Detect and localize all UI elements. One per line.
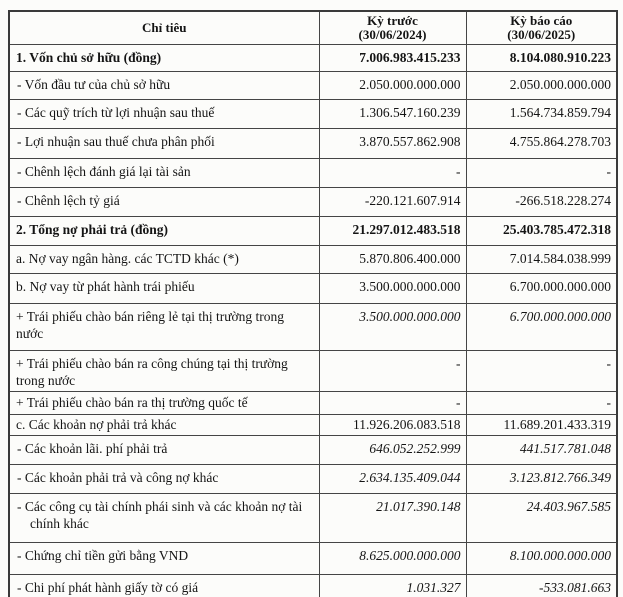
- row-current-value: 24.403.967.585: [466, 494, 617, 543]
- row-label: + Trái phiếu chào bán riêng lẻ tại thị trường trong nước: [9, 304, 319, 351]
- table-row: [9, 436, 617, 465]
- header-prev-period-date: (30/06/2024): [358, 27, 427, 42]
- row-label: b. Nợ vay từ phát hành trái phiếu: [9, 274, 319, 304]
- row-label: + Trái phiếu chào bán ra công chúng tại thị trường trong nước: [9, 351, 319, 392]
- row-prev-value: -: [319, 159, 466, 188]
- row-label: - Chênh lệch tỷ giá: [9, 188, 319, 217]
- row-current-value: 7.014.584.038.999: [466, 246, 617, 274]
- row-label: 1. Vốn chủ sở hữu (đồng): [9, 45, 319, 72]
- table-header: [9, 11, 617, 45]
- row-label: c. Các khoản nợ phải trả khác: [9, 415, 319, 436]
- header-report-period-date: (30/06/2025): [507, 27, 576, 42]
- row-current-value: -: [466, 159, 617, 188]
- table-row: [9, 45, 617, 72]
- row-current-value: 8.104.080.910.223: [466, 45, 617, 72]
- row-prev-value: 1.306.547.160.239: [319, 100, 466, 129]
- financial-table: [8, 10, 618, 597]
- row-prev-value: -: [319, 392, 466, 415]
- table-row: [9, 543, 617, 575]
- row-prev-value: 3.500.000.000.000: [319, 304, 466, 351]
- table-row: [9, 129, 617, 159]
- row-label: - Các quỹ trích từ lợi nhuận sau thuế: [9, 100, 319, 129]
- row-current-value: -: [466, 351, 617, 392]
- row-current-value: 6.700.000.000.000: [466, 274, 617, 304]
- table-row: [9, 304, 617, 351]
- row-label: - Vốn đầu tư của chủ sở hữu: [9, 72, 319, 100]
- table-row: [9, 494, 617, 543]
- table-row: [9, 274, 617, 304]
- row-current-value: 11.689.201.433.319: [466, 415, 617, 436]
- row-current-value: 441.517.781.048: [466, 436, 617, 465]
- row-prev-value: 21.017.390.148: [319, 494, 466, 543]
- row-current-value: 3.123.812.766.349: [466, 465, 617, 494]
- row-current-value: 1.564.734.859.794: [466, 100, 617, 129]
- row-prev-value: 11.926.206.083.518: [319, 415, 466, 436]
- row-current-value: -533.081.663: [466, 575, 617, 597]
- row-prev-value: -220.121.607.914: [319, 188, 466, 217]
- row-label: - Chênh lệch đánh giá lại tài sản: [9, 159, 319, 188]
- table-row: [9, 392, 617, 415]
- row-label: - Các khoản lãi. phí phải trả: [9, 436, 319, 465]
- row-label: - Chứng chỉ tiền gửi bằng VND: [9, 543, 319, 575]
- table-row: [9, 72, 617, 100]
- table-row: [9, 415, 617, 436]
- row-current-value: -266.518.228.274: [466, 188, 617, 217]
- row-prev-value: 7.006.983.415.233: [319, 45, 466, 72]
- row-label: 2. Tổng nợ phải trả (đồng): [9, 217, 319, 246]
- table-row: [9, 100, 617, 129]
- table-row: [9, 351, 617, 392]
- header-report-period-label: Kỳ báo cáo: [510, 12, 573, 28]
- row-prev-value: 3.500.000.000.000: [319, 274, 466, 304]
- header-report-period: [466, 11, 617, 45]
- row-current-value: 6.700.000.000.000: [466, 304, 617, 351]
- row-prev-value: 2.634.135.409.044: [319, 465, 466, 494]
- row-current-value: 4.755.864.278.703: [466, 129, 617, 159]
- row-label: - Chi phí phát hành giấy tờ có giá: [9, 575, 319, 597]
- header-criteria: [9, 11, 319, 45]
- row-label: - Các khoản phải trả và công nợ khác: [9, 465, 319, 494]
- row-prev-value: 3.870.557.862.908: [319, 129, 466, 159]
- header-row: [9, 11, 617, 45]
- row-prev-value: 8.625.000.000.000: [319, 543, 466, 575]
- table-row: [9, 246, 617, 274]
- row-prev-value: 646.052.252.999: [319, 436, 466, 465]
- row-prev-value: 21.297.012.483.518: [319, 217, 466, 246]
- table-row: [9, 575, 617, 597]
- row-current-value: 2.050.000.000.000: [466, 72, 617, 100]
- row-label: + Trái phiếu chào bán ra thị trường quốc tế: [9, 392, 319, 415]
- row-label: a. Nợ vay ngân hàng. các TCTD khác (*): [9, 246, 319, 274]
- row-prev-value: 2.050.000.000.000: [319, 72, 466, 100]
- row-current-value: 8.100.000.000.000: [466, 543, 617, 575]
- header-prev-period-label: Kỳ trước: [367, 12, 418, 28]
- row-prev-value: 1.031.327: [319, 575, 466, 597]
- row-current-value: 25.403.785.472.318: [466, 217, 617, 246]
- row-prev-value: 5.870.806.400.000: [319, 246, 466, 274]
- table-row: [9, 188, 617, 217]
- table-row: [9, 159, 617, 188]
- row-label: - Lợi nhuận sau thuế chưa phân phối: [9, 129, 319, 159]
- header-prev-period: [319, 11, 466, 45]
- row-prev-value: -: [319, 351, 466, 392]
- table-row: [9, 217, 617, 246]
- table-body: [9, 45, 617, 597]
- table-row: [9, 465, 617, 494]
- row-current-value: -: [466, 392, 617, 415]
- header-criteria-label: Chỉ tiêu: [142, 19, 187, 35]
- row-label: - Các công cụ tài chính phái sinh và các khoản nợ tài chính khác: [9, 494, 319, 543]
